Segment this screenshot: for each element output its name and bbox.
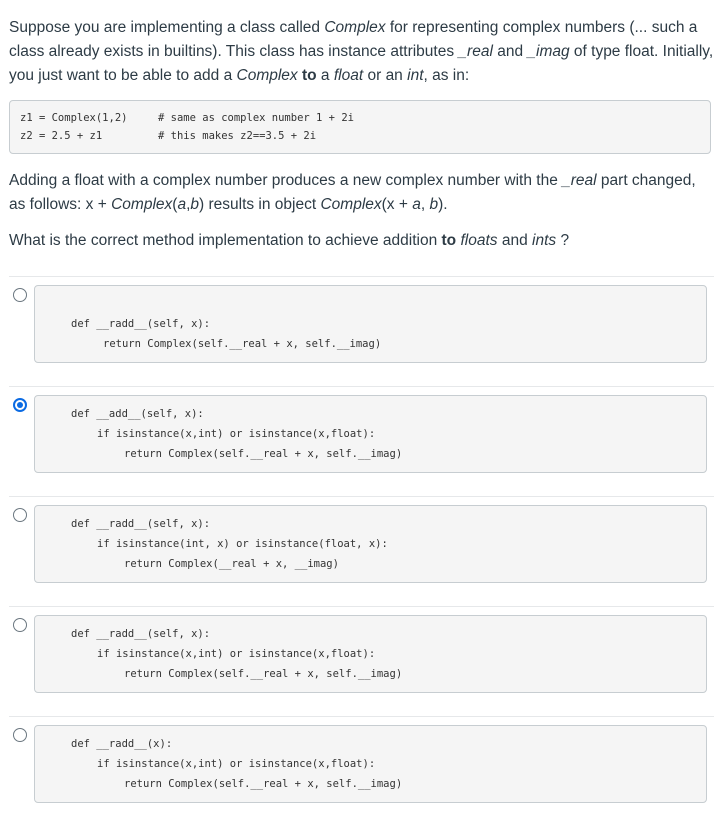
option-3-radio[interactable]	[13, 508, 27, 522]
option-1-radio[interactable]	[13, 288, 27, 302]
code-comment: # same as complex number 1 + 2i	[158, 112, 354, 124]
option-code-line: def __radd__(self, x):	[71, 318, 211, 330]
option-3-answer[interactable]	[34, 505, 707, 583]
option-divider	[9, 606, 714, 607]
option-4-answer[interactable]	[34, 615, 707, 693]
option-divider	[9, 386, 714, 387]
option-2-answer[interactable]	[34, 395, 707, 473]
option-divider	[9, 716, 714, 717]
code-line: z1 = Complex(1,2)	[20, 112, 128, 124]
question-prompt: What is the correct method implementation to achieve addition to floats and ints ?	[9, 232, 570, 249]
option-code-line: if isinstance(x,int) or isinstance(x,float):	[97, 648, 376, 660]
question-intro: Suppose you are implementing a class called Complex for representing complex numbers (... such a class already exists in builtins). This class has instance attributes _real and _imag of type float. Initially, you just want to be able to add a Complex to a float or an int, as in:	[9, 19, 714, 84]
option-code-line: if isinstance(x,int) or isinstance(x,float):	[97, 428, 376, 440]
option-divider	[9, 496, 714, 497]
option-2-radio[interactable]	[13, 398, 27, 412]
code-line: z2 = 2.5 + z1	[20, 130, 103, 142]
option-4-radio[interactable]	[13, 618, 27, 632]
option-5-answer[interactable]	[34, 725, 707, 803]
example-code-block	[9, 100, 711, 154]
option-code-line: return Complex(self.__real + x, self.__imag)	[124, 448, 403, 460]
option-divider	[9, 276, 714, 277]
option-5-radio[interactable]	[13, 728, 27, 742]
code-comment: # this makes z2==3.5 + 2i	[158, 130, 317, 142]
option-1-answer[interactable]	[34, 285, 707, 363]
option-code-line: def __radd__(self, x):	[71, 628, 211, 640]
option-code-line: return Complex(self.__real + x, self.__imag)	[124, 778, 403, 790]
option-code-line: if isinstance(int, x) or isinstance(float, x):	[97, 538, 388, 550]
option-code-line: return Complex(self.__real + x, self.__imag)	[103, 338, 382, 350]
option-code-line: if isinstance(x,int) or isinstance(x,float):	[97, 758, 376, 770]
option-code-line: def __radd__(self, x):	[71, 518, 211, 530]
question-explanation: Adding a float with a complex number produces a new complex number with the _real part changed, as follows: x + Complex(a,b) results in object Complex(x + a, b).	[9, 172, 696, 213]
option-code-line: def __add__(self, x):	[71, 408, 204, 420]
option-code-line: return Complex(self.__real + x, self.__imag)	[124, 668, 403, 680]
option-code-line: return Complex(__real + x, __imag)	[124, 558, 339, 570]
option-code-line: def __radd__(x):	[71, 738, 173, 750]
